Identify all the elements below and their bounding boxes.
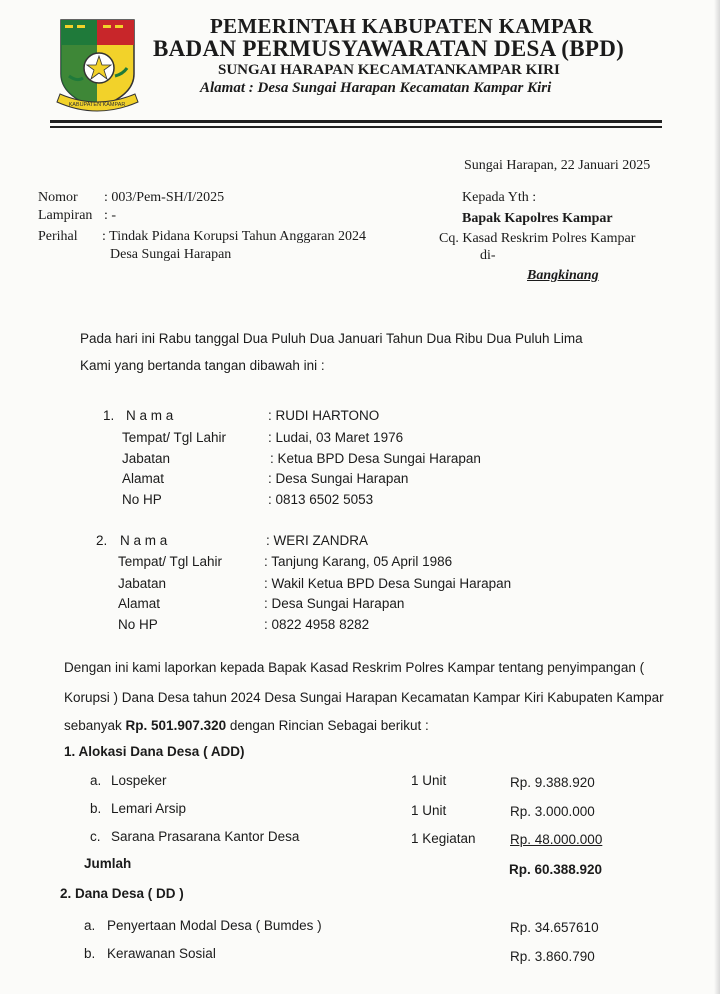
- recipient-line4: di-: [480, 248, 496, 263]
- person1-address-value: : Desa Sungai Harapan: [268, 471, 409, 486]
- section1-item-b-qty: 1 Unit: [411, 803, 447, 818]
- section2-item-b-letter: b.: [84, 946, 96, 961]
- person2-phone-label: No HP: [118, 617, 158, 632]
- section1-item-b-letter: b.: [90, 801, 102, 816]
- section2-title: 2. Dana Desa ( DD ): [60, 886, 184, 901]
- section2-item-a-name: Penyertaan Modal Desa ( Bumdes ): [107, 918, 322, 933]
- letter-date: Sungai Harapan, 22 Januari 2025: [464, 158, 651, 173]
- section2-item-a-amount: Rp. 34.657610: [510, 920, 599, 935]
- section1-item-b-name: Lemari Arsip: [111, 801, 187, 816]
- page-edge-shadow: [714, 0, 720, 994]
- lampiran-label: Lampiran: [38, 208, 93, 223]
- header-rule-thick: [50, 120, 662, 123]
- section2-item-a-letter: a.: [84, 918, 96, 933]
- person2-number: 2.: [96, 533, 108, 548]
- section1-item-a-amount: Rp. 9.388.920: [510, 775, 595, 790]
- person1-position-label: Jabatan: [122, 451, 171, 466]
- header-line3: SUNGAI HARAPAN KECAMATANKAMPAR KIRI: [218, 62, 560, 78]
- recipient-line1: Kepada Yth :: [462, 190, 537, 205]
- perihal-value: : Tindak Pidana Korupsi Tahun Anggaran 2024: [102, 229, 366, 244]
- kabupaten-kampar-logo: [55, 16, 140, 116]
- person1-number: 1.: [103, 408, 115, 423]
- report-line3-post: dengan Rincian Sebagai berikut :: [226, 718, 429, 733]
- section2-item-b-name: Kerawanan Sosial: [107, 946, 216, 961]
- person1-name-value: : RUDI HARTONO: [268, 408, 380, 423]
- person2-position-label: Jabatan: [118, 576, 167, 591]
- person1-name-label: N a m a: [126, 408, 174, 423]
- header-line1: PEMERINTAH KABUPATEN KAMPAR: [210, 14, 594, 38]
- person2-name-value: : WERI ZANDRA: [266, 533, 369, 548]
- section1-item-c-qty: 1 Kegiatan: [411, 831, 476, 846]
- recipient-line2: Bapak Kapolres Kampar: [462, 211, 613, 226]
- section1-total-label: Jumlah: [84, 856, 132, 871]
- report-line3-pre: sebanyak: [64, 718, 126, 733]
- section1-title: 1. Alokasi Dana Desa ( ADD): [64, 744, 245, 759]
- person1-phone-value: : 0813 6502 5053: [268, 492, 374, 507]
- report-line3: [64, 718, 429, 733]
- person2-address-label: Alamat: [118, 596, 161, 611]
- section1-item-c-amount: Rp. 48.000.000: [510, 832, 603, 847]
- perihal-label: Perihal: [38, 229, 78, 244]
- lampiran-value: : -: [104, 208, 117, 223]
- section1-item-c-name: Sarana Prasarana Kantor Desa: [111, 829, 300, 844]
- section1-item-b-amount: Rp. 3.000.000: [510, 804, 595, 819]
- nomor-label: Nomor: [38, 190, 78, 205]
- header-line2: BADAN PERMUSYAWARATAN DESA (BPD): [153, 36, 625, 61]
- report-line1: Dengan ini kami laporkan kepada Bapak Kasad Reskrim Polres Kampar tentang penyimpangan (: [64, 660, 645, 675]
- section1-item-a-letter: a.: [90, 773, 102, 788]
- nomor-value: : 003/Pem-SH/I/2025: [104, 190, 225, 205]
- person1-address-label: Alamat: [122, 471, 165, 486]
- section1-item-a-qty: 1 Unit: [411, 773, 447, 788]
- person1-birth-label: Tempat/ Tgl Lahir: [122, 430, 227, 445]
- person2-birth-value: : Tanjung Karang, 05 April 1986: [264, 554, 453, 569]
- total-amount: Rp. 501.907.320: [125, 718, 227, 733]
- section1-item-a-name: Lospeker: [111, 773, 167, 788]
- person2-birth-label: Tempat/ Tgl Lahir: [118, 554, 223, 569]
- logo-ribbon-text: KABUPATEN KAMPAR: [68, 102, 126, 108]
- recipient-city: Bangkinang: [527, 268, 599, 283]
- section1-total-amount: Rp. 60.388.920: [509, 862, 603, 877]
- report-line2: Korupsi ) Dana Desa tahun 2024 Desa Sungai Harapan Kecamatan Kampar Kiri Kabupaten Kampar: [64, 690, 664, 705]
- intro-line1: Pada hari ini Rabu tanggal Dua Puluh Dua Januari Tahun Dua Ribu Dua Puluh Lima: [80, 331, 583, 346]
- section2-item-b-amount: Rp. 3.860.790: [510, 949, 595, 964]
- header-line4: Alamat : Desa Sungai Harapan Kecamatan Kampar Kiri: [200, 80, 552, 96]
- section1-item-c-letter: c.: [90, 829, 101, 844]
- perihal-value-line2: Desa Sungai Harapan: [110, 247, 232, 262]
- header-rule-thin: [50, 126, 662, 128]
- person1-phone-label: No HP: [122, 492, 162, 507]
- person1-position-value: : Ketua BPD Desa Sungai Harapan: [270, 451, 481, 466]
- person2-address-value: : Desa Sungai Harapan: [264, 596, 405, 611]
- person1-birth-value: : Ludai, 03 Maret 1976: [268, 430, 404, 445]
- person2-position-value: : Wakil Ketua BPD Desa Sungai Harapan: [264, 576, 512, 591]
- recipient-line3: Cq. Kasad Reskrim Polres Kampar: [439, 231, 636, 246]
- intro-line2: Kami yang bertanda tangan dibawah ini :: [80, 358, 325, 373]
- person2-name-label: N a m a: [120, 533, 168, 548]
- person2-phone-value: : 0822 4958 8282: [264, 617, 370, 632]
